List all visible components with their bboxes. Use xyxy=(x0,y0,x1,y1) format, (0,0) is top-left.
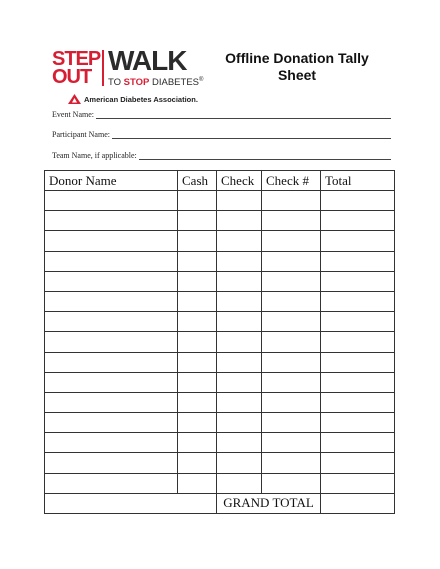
tally-body xyxy=(45,191,395,494)
check-cell[interactable] xyxy=(217,453,262,473)
table-row xyxy=(45,251,395,271)
check-cell[interactable] xyxy=(217,473,262,493)
table-row xyxy=(45,312,395,332)
donor-name-cell[interactable] xyxy=(45,372,178,392)
check-number-cell[interactable] xyxy=(262,473,321,493)
donor-name-cell[interactable] xyxy=(45,211,178,231)
table-row xyxy=(45,211,395,231)
grand-total-cell[interactable] xyxy=(321,493,395,513)
header-check-number: Check # xyxy=(262,171,321,191)
total-cell[interactable] xyxy=(321,191,395,211)
donor-name-cell[interactable] xyxy=(45,433,178,453)
check-number-cell[interactable] xyxy=(262,332,321,352)
cash-cell[interactable] xyxy=(178,372,217,392)
header-cash: Cash xyxy=(178,171,217,191)
title-line-1: Offline Donation Tally xyxy=(225,50,369,66)
total-cell[interactable] xyxy=(321,312,395,332)
event-name-field xyxy=(52,107,391,119)
donor-name-cell[interactable] xyxy=(45,291,178,311)
table-row xyxy=(45,291,395,311)
cash-cell[interactable] xyxy=(178,231,217,251)
header-total: Total xyxy=(321,171,395,191)
check-number-cell[interactable] xyxy=(262,231,321,251)
check-number-cell[interactable] xyxy=(262,392,321,412)
donor-name-cell[interactable] xyxy=(45,473,178,493)
table-row xyxy=(45,352,395,372)
donor-name-cell[interactable] xyxy=(45,312,178,332)
participant-name-label: Participant Name: xyxy=(52,130,110,139)
participant-name-line[interactable] xyxy=(112,129,391,139)
check-number-cell[interactable] xyxy=(262,372,321,392)
header-check: Check xyxy=(217,171,262,191)
check-cell[interactable] xyxy=(217,392,262,412)
donor-name-cell[interactable] xyxy=(45,231,178,251)
table-row xyxy=(45,392,395,412)
check-cell[interactable] xyxy=(217,291,262,311)
grand-total-label: GRAND TOTAL xyxy=(217,493,321,513)
total-cell[interactable] xyxy=(321,332,395,352)
donation-tally-table xyxy=(44,170,395,514)
total-cell[interactable] xyxy=(321,291,395,311)
ada-logo xyxy=(68,93,198,105)
table-row xyxy=(45,413,395,433)
table-row xyxy=(45,473,395,493)
table-row xyxy=(45,372,395,392)
cash-cell[interactable] xyxy=(178,191,217,211)
total-cell[interactable] xyxy=(321,433,395,453)
ada-name: American Diabetes Association. xyxy=(84,94,198,104)
donor-name-cell[interactable] xyxy=(45,413,178,433)
step-out-walk-logo xyxy=(52,45,212,90)
check-cell[interactable] xyxy=(217,191,262,211)
table-row xyxy=(45,453,395,473)
table-row xyxy=(45,332,395,352)
tagline-rest: DIABETES xyxy=(149,77,199,89)
event-name-line[interactable] xyxy=(96,109,391,119)
logo-out: OUT xyxy=(52,66,92,88)
team-name-field xyxy=(52,148,391,160)
table-row xyxy=(45,231,395,251)
check-number-cell[interactable] xyxy=(262,352,321,372)
cash-cell[interactable] xyxy=(178,352,217,372)
cash-cell[interactable] xyxy=(178,332,217,352)
grand-total-row xyxy=(45,493,395,513)
total-cell[interactable] xyxy=(321,413,395,433)
total-cell[interactable] xyxy=(321,352,395,372)
team-name-line[interactable] xyxy=(139,150,391,160)
donor-name-cell[interactable] xyxy=(45,251,178,271)
donor-name-cell[interactable] xyxy=(45,271,178,291)
registered-mark: ® xyxy=(199,77,204,83)
table-header-row xyxy=(45,171,395,191)
check-number-cell[interactable] xyxy=(262,211,321,231)
tagline-stop: STOP xyxy=(123,77,150,89)
donor-name-cell[interactable] xyxy=(45,352,178,372)
cash-cell[interactable] xyxy=(178,453,217,473)
logo-divider xyxy=(102,50,104,86)
event-name-label: Event Name: xyxy=(52,110,94,119)
check-number-cell[interactable] xyxy=(262,291,321,311)
check-number-cell[interactable] xyxy=(262,433,321,453)
total-cell[interactable] xyxy=(321,473,395,493)
cash-cell[interactable] xyxy=(178,211,217,231)
table-row xyxy=(45,191,395,211)
grand-total-blank xyxy=(45,493,217,513)
check-number-cell[interactable] xyxy=(262,271,321,291)
logo-step: STEP xyxy=(52,48,101,70)
total-cell[interactable] xyxy=(321,211,395,231)
cash-cell[interactable] xyxy=(178,433,217,453)
header-donor-name: Donor Name xyxy=(45,171,178,191)
team-name-label: Team Name, if applicable: xyxy=(52,151,137,160)
total-cell[interactable] xyxy=(321,251,395,271)
participant-name-field xyxy=(52,127,391,139)
cash-cell[interactable] xyxy=(178,392,217,412)
total-cell[interactable] xyxy=(321,231,395,251)
check-cell[interactable] xyxy=(217,211,262,231)
total-cell[interactable] xyxy=(321,271,395,291)
check-cell[interactable] xyxy=(217,352,262,372)
cash-cell[interactable] xyxy=(178,271,217,291)
title-line-2: Sheet xyxy=(277,67,317,83)
check-number-cell[interactable] xyxy=(262,191,321,211)
check-cell[interactable] xyxy=(217,231,262,251)
logo-walk: WALK xyxy=(108,45,187,76)
check-number-cell[interactable] xyxy=(262,312,321,332)
check-cell[interactable] xyxy=(217,433,262,453)
table-row xyxy=(45,433,395,453)
cash-cell[interactable] xyxy=(178,251,217,271)
total-cell[interactable] xyxy=(321,372,395,392)
tagline-to: TO xyxy=(108,77,124,89)
total-cell[interactable] xyxy=(321,453,395,473)
cash-cell[interactable] xyxy=(178,413,217,433)
check-cell[interactable] xyxy=(217,312,262,332)
total-cell[interactable] xyxy=(321,392,395,412)
check-cell[interactable] xyxy=(217,413,262,433)
cash-cell[interactable] xyxy=(178,291,217,311)
check-number-cell[interactable] xyxy=(262,453,321,473)
ada-triangle-icon xyxy=(68,94,81,104)
cash-cell[interactable] xyxy=(178,312,217,332)
page-title xyxy=(212,50,382,84)
check-number-cell[interactable] xyxy=(262,251,321,271)
check-number-cell[interactable] xyxy=(262,413,321,433)
donor-name-cell[interactable] xyxy=(45,453,178,473)
donor-name-cell[interactable] xyxy=(45,332,178,352)
table-row xyxy=(45,271,395,291)
cash-cell[interactable] xyxy=(178,473,217,493)
logo-tagline xyxy=(108,75,203,88)
check-cell[interactable] xyxy=(217,271,262,291)
check-cell[interactable] xyxy=(217,372,262,392)
check-cell[interactable] xyxy=(217,332,262,352)
donor-name-cell[interactable] xyxy=(45,392,178,412)
check-cell[interactable] xyxy=(217,251,262,271)
donor-name-cell[interactable] xyxy=(45,191,178,211)
